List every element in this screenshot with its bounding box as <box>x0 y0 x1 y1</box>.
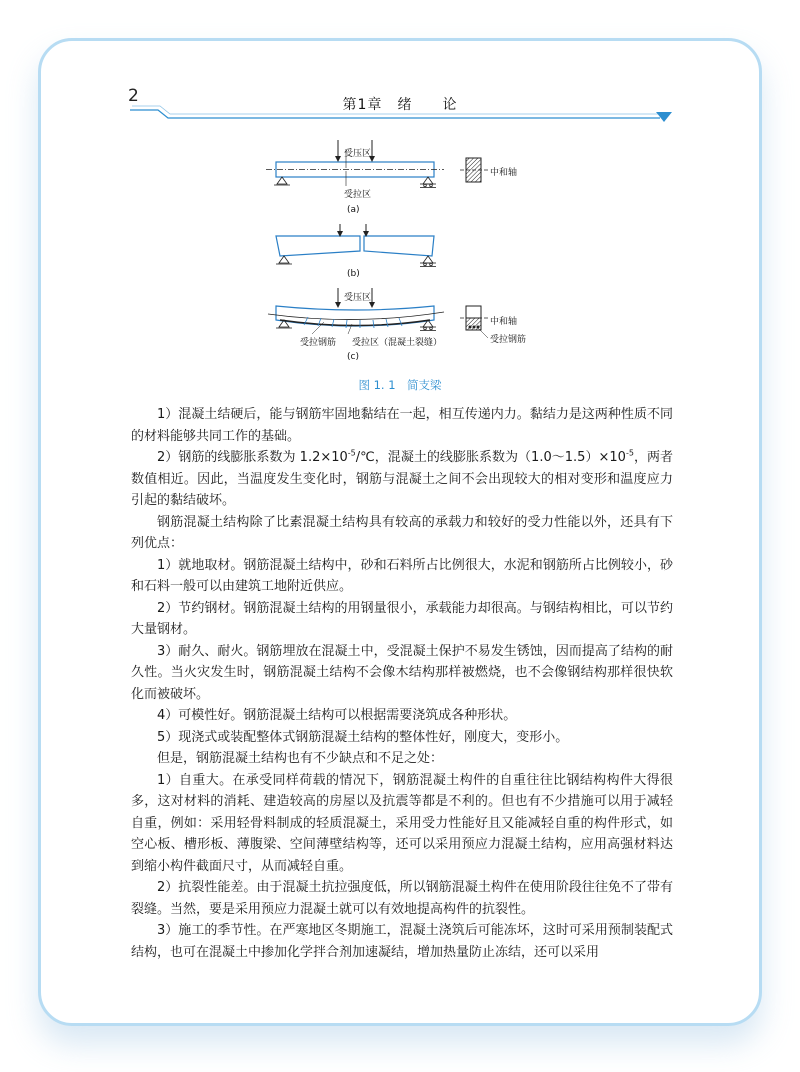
paragraph-thermal-expansion: 2）钢筋的线膨胀系数为 $1.2\times 10^{-5}/℃$，混凝土的线膨胀系数为$(1.0\sim 1.5)\times 10^{-5}$，两者数值相近。因此，当温度发生变化时，钢筋与混凝土之间不会出现较大的相对变形和温度应力引起的黏结破坏。 <box>131 448 673 508</box>
paragraph: 1）就地取材。钢筋混凝土结构中，砂和石料所占比例很大，水泥和钢筋所占比例较小，砂和石料一般可以由建筑工地附近供应。 <box>131 557 673 594</box>
paragraph: 5）现浇式或装配整体式钢筋混凝土结构的整体性好，刚度大，变形小。 <box>157 729 569 745</box>
label-tension-rebar-c: 受拉钢筋 <box>300 338 337 348</box>
body-text <box>131 404 673 963</box>
page-number: 2 <box>128 86 139 106</box>
label-neutral-axis-a: 中和轴 <box>490 168 518 178</box>
label-b: (b) <box>347 269 360 279</box>
paragraph: 但是，钢筋混凝土结构也有不少缺点和不足之处： <box>157 751 444 766</box>
label-neutral-axis-c: 中和轴 <box>490 317 518 327</box>
paragraph: 3）施工的季节性。在严寒地区冬期施工，混凝土浇筑后可能冻坏，这时可采用预制装配式结构，也可在混凝土中掺加化学拌合剂加速凝结，增加热量防止冻结，还可以采用 <box>131 923 673 960</box>
paragraph: 1）自重大。在承受同样荷载的情况下，钢筋混凝土构件的自重往往比钢结构构件大得很多，这对材料的消耗、建造较高的房屋以及抗震等都是不利的。但也有不少措施可以用于减轻自重，例如：采用轻骨料制成的轻质混凝土，采用受力性能好且又能减轻自重的构件形式，如空心板、槽形板、薄腹梁、空间薄壁结构等，还可以采用预应力混凝土结构，应用高强材料达到缩小构件截面尺寸，从而减轻自重。 <box>131 772 673 874</box>
beam-a <box>266 140 488 188</box>
label-a: (a) <box>347 205 360 215</box>
paragraph: 1）混凝土结硬后，能与钢筋牢固地黏结在一起，相互传递内力。黏结力是这两种性质不同的材料能够共同工作的基础。 <box>131 407 673 444</box>
label-compression-zone-a: 受压区 <box>344 149 372 159</box>
beam-c <box>268 288 488 338</box>
label-tension-zone-a: 受拉区 <box>344 190 372 200</box>
chapter-title: 第1章 绪 论 <box>342 97 458 113</box>
paragraph: 4）可模性好。钢筋混凝土结构可以根据需要浇筑成各种形状。 <box>157 708 517 723</box>
figure-simply-supported-beam <box>260 138 560 374</box>
label-rebar-section: 受拉钢筋 <box>490 335 527 345</box>
beam-b <box>276 224 436 267</box>
paragraph: 2）抗裂性能差。由于混凝土抗拉强度低，所以钢筋混凝土构件在使用阶段往往免不了带有裂缝。当然，要是采用预应力混凝土就可以有效地提高构件的抗裂性。 <box>131 880 673 917</box>
label-compression-zone-c: 受压区 <box>344 293 372 303</box>
label-tension-zone-cracks: 受拉区（混凝土裂缝） <box>352 338 443 348</box>
paragraph: 钢筋混凝土结构除了比素混凝土结构具有较高的承载力和较好的受力性能以外，还具有下列优点： <box>131 514 673 551</box>
paragraph: 3）耐久、耐火。钢筋埋放在混凝土中，受混凝土保护不易发生锈蚀，因而提高了结构的耐久性。当火灾发生时，钢筋混凝土结构不会像木结构那样被燃烧，也不会像钢结构那样很快软化而被破坏。 <box>131 643 673 702</box>
figure-caption: 图 1. 1 简支梁 <box>358 378 442 392</box>
label-c: (c) <box>347 352 359 362</box>
paragraph: 2）节约钢材。钢筋混凝土结构的用钢量很小，承载能力却很高。与钢结构相比，可以节约大量钢材。 <box>131 600 673 637</box>
